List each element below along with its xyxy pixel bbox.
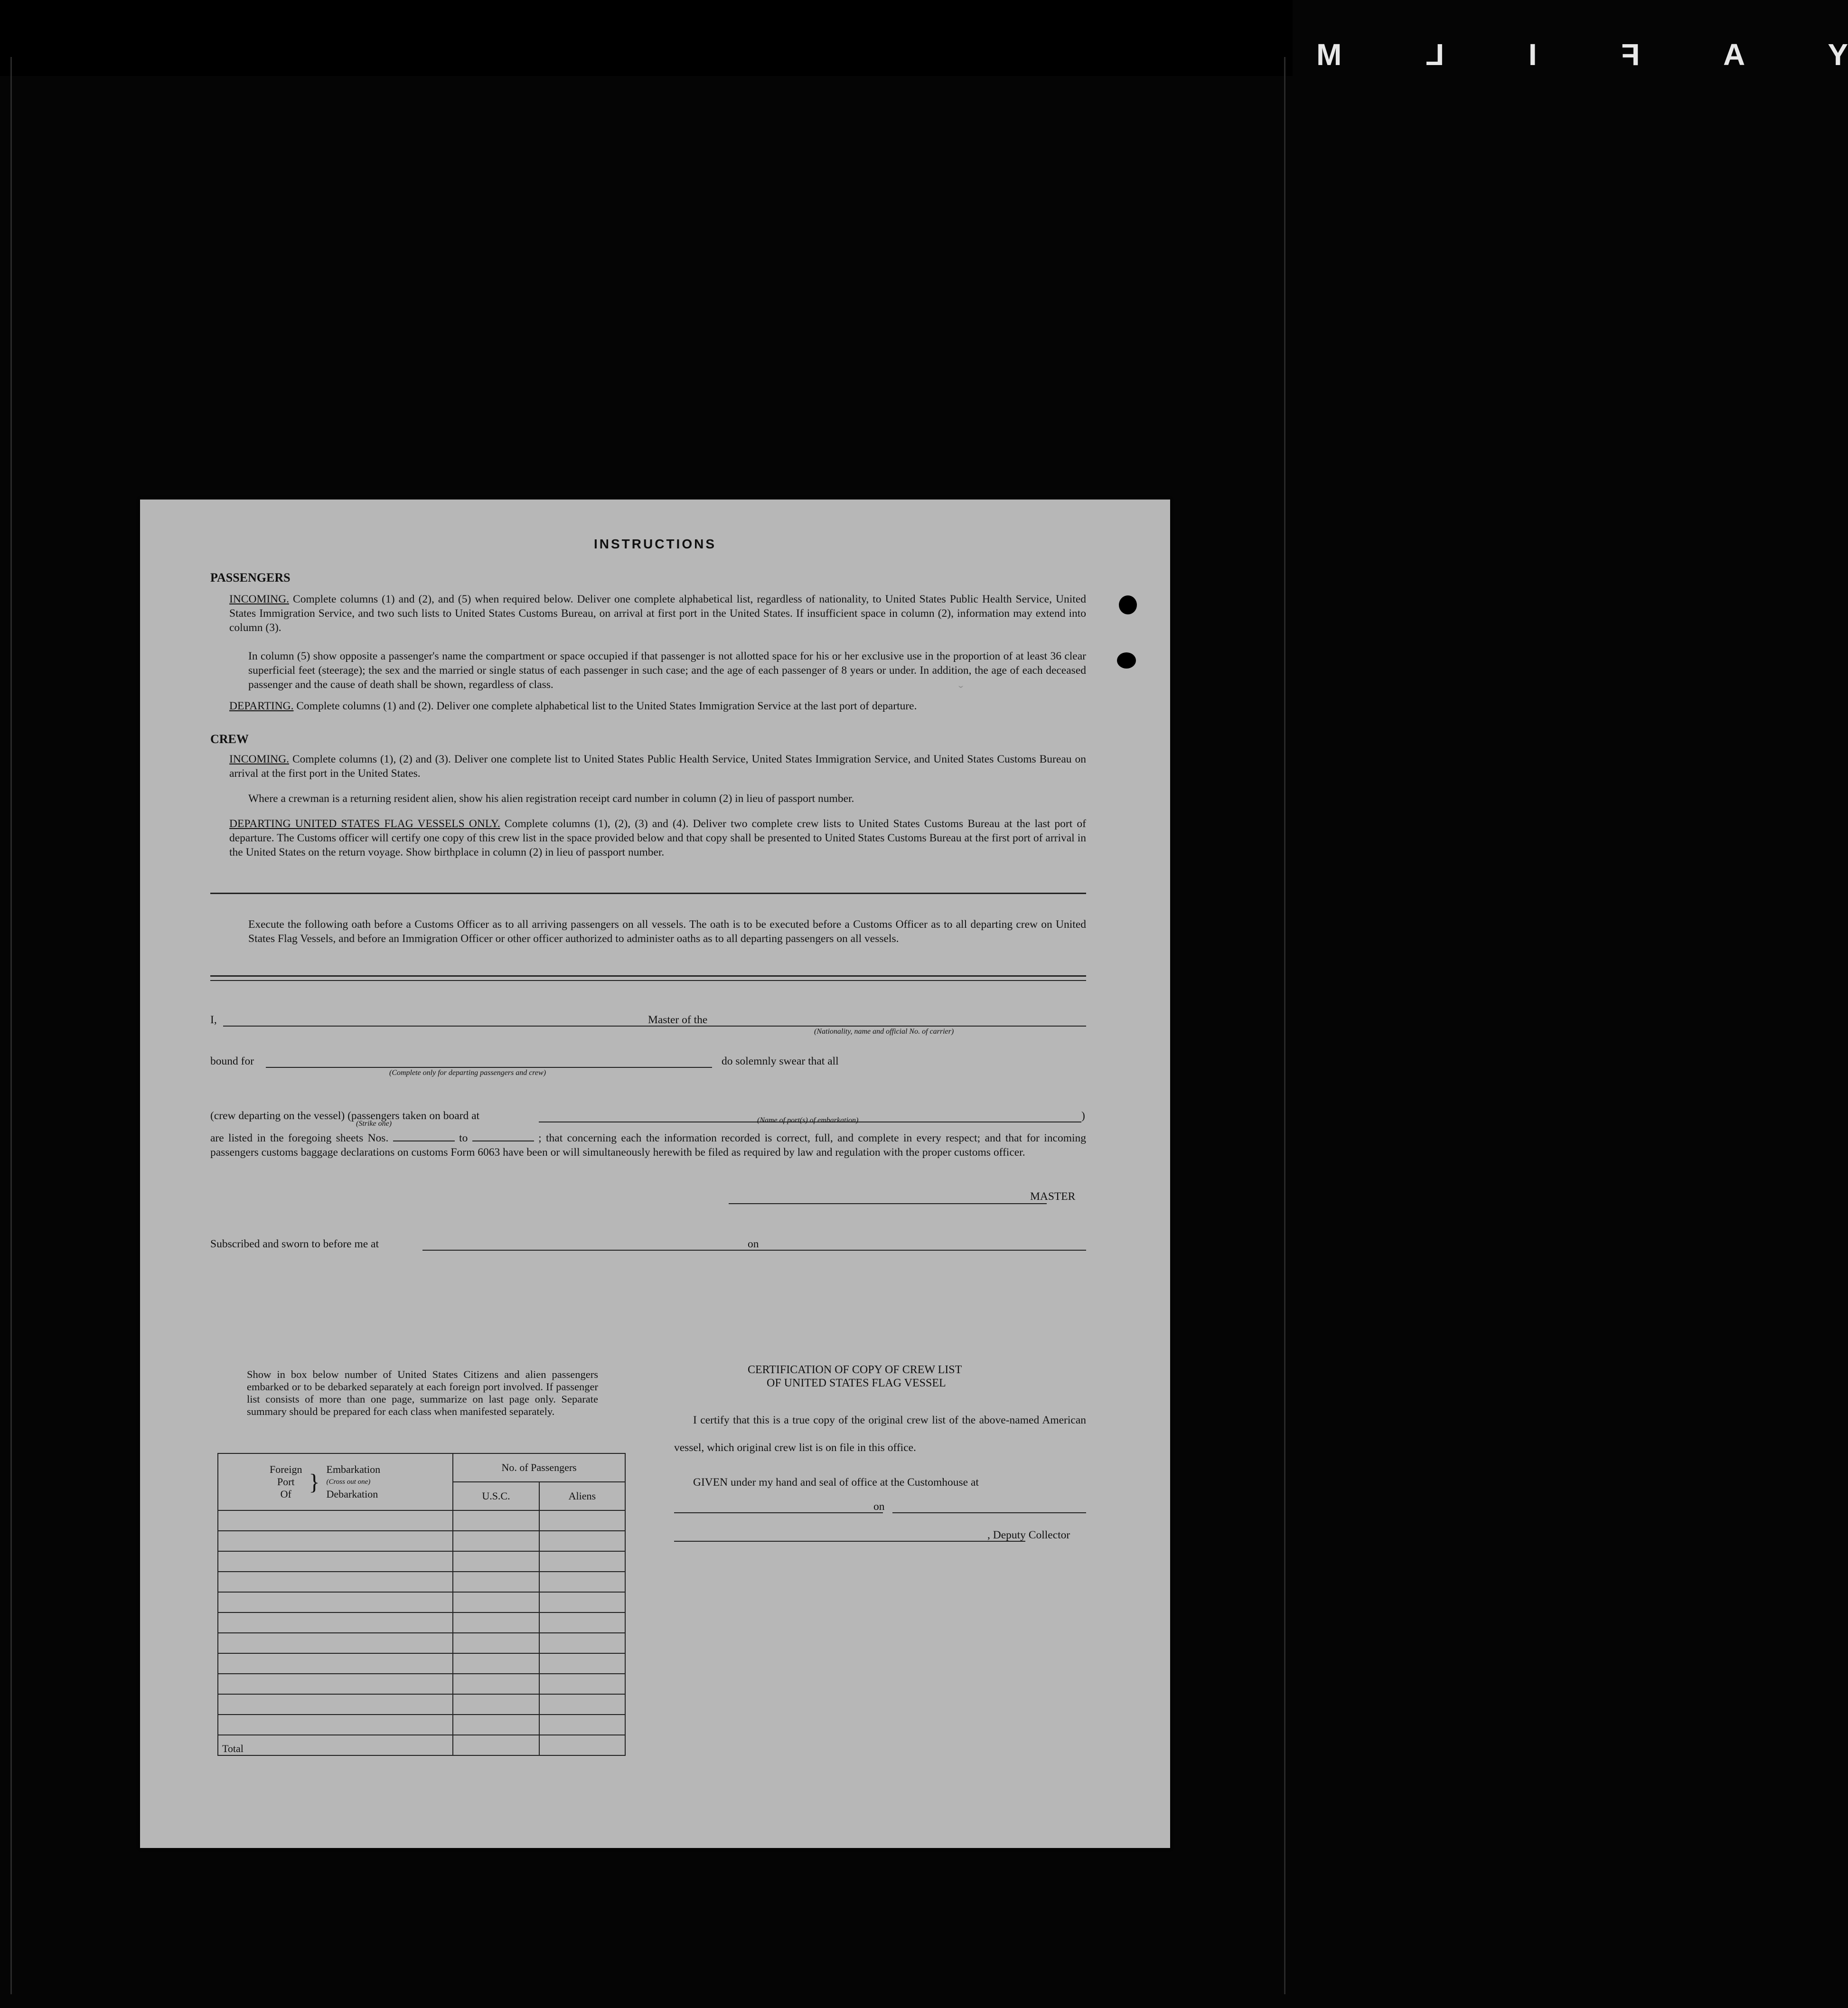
crew-resident-paragraph: Where a crewman is a returning resident alien, show his alien registration receipt card number in column (2) in lieu of passport number. bbox=[248, 792, 854, 805]
subscribed-place-field[interactable] bbox=[422, 1250, 788, 1251]
certification-title-1: CERTIFICATION OF COPY OF CREW LIST bbox=[748, 1364, 962, 1376]
port-cell[interactable] bbox=[218, 1572, 453, 1592]
port-cell[interactable] bbox=[218, 1633, 453, 1653]
usc-cell[interactable] bbox=[453, 1612, 539, 1633]
table-row bbox=[218, 1633, 625, 1653]
aliens-cell[interactable] bbox=[539, 1674, 625, 1694]
usc-cell[interactable] bbox=[453, 1572, 539, 1592]
carrier-caption: (Nationality, name and official No. of carrier) bbox=[814, 1028, 954, 1036]
aliens-cell[interactable] bbox=[539, 1612, 625, 1633]
divider-top bbox=[210, 893, 1086, 894]
departing-text: Complete columns (1) and (2). Deliver one complete alphabetical list to the United States Immigration Service at the last port of departure. bbox=[296, 700, 917, 712]
flag-vessels-label: DEPARTING UNITED STATES FLAG VESSELS ONLY. bbox=[229, 818, 500, 830]
table-row bbox=[218, 1674, 625, 1694]
incoming-text: Complete columns (1) and (2), and (5) when required below. Deliver one complete alphabetical list, regardless of nationality, to United States Public Health Service, United States Immigration Service, and two such lists to United States Customs Bureau, on arrival at first port in the United States. If insufficient space in column (2), information may extend into column (3). bbox=[229, 593, 1086, 634]
customhouse-field[interactable] bbox=[674, 1512, 883, 1513]
port-cell[interactable] bbox=[218, 1510, 453, 1531]
aliens-cell[interactable] bbox=[539, 1551, 625, 1572]
table-row bbox=[218, 1551, 625, 1572]
sheets-to-label: to bbox=[459, 1132, 468, 1144]
crew-heading: CREW bbox=[210, 732, 249, 746]
bound-for-caption: (Complete only for departing passengers and crew) bbox=[389, 1069, 546, 1077]
film-label: Y A F I L M bbox=[1278, 38, 1848, 72]
instructions-title: INSTRUCTIONS bbox=[594, 537, 716, 551]
crew-incoming-paragraph bbox=[229, 752, 1086, 781]
aliens-cell[interactable] bbox=[539, 1694, 625, 1715]
embarkation-label: Embarkation bbox=[326, 1463, 381, 1475]
table-row bbox=[218, 1531, 625, 1551]
departing-label: DEPARTING. bbox=[229, 700, 294, 712]
usc-cell[interactable] bbox=[453, 1674, 539, 1694]
total-label: Total bbox=[218, 1735, 453, 1755]
carrier-field[interactable] bbox=[722, 1026, 1086, 1027]
bound-for-label: bound for bbox=[210, 1055, 254, 1067]
document-page bbox=[140, 500, 1170, 1848]
table-row bbox=[218, 1694, 625, 1715]
port-cell[interactable] bbox=[218, 1715, 453, 1735]
deputy-signature-field[interactable] bbox=[674, 1541, 1025, 1542]
brace-glyph: } bbox=[309, 1469, 320, 1495]
punch-hole-top bbox=[1119, 595, 1137, 614]
crew-incoming-text: Complete columns (1), (2) and (3). Deliver one complete list to United States Public Health Service, United States Immigration Service, and United States Customs Bureau on arrival at the first port in the United States. bbox=[229, 753, 1086, 780]
usc-cell[interactable] bbox=[453, 1653, 539, 1674]
master-label: MASTER bbox=[1030, 1190, 1076, 1203]
aliens-cell[interactable] bbox=[539, 1510, 625, 1531]
aliens-cell[interactable] bbox=[539, 1531, 625, 1551]
table-row bbox=[218, 1510, 625, 1531]
close-paren: ) bbox=[1081, 1110, 1085, 1122]
certification-date-field[interactable] bbox=[892, 1512, 1086, 1513]
sheets-paragraph bbox=[210, 1131, 1086, 1160]
usc-cell[interactable] bbox=[453, 1694, 539, 1715]
port-cell[interactable] bbox=[218, 1674, 453, 1694]
crew-departing-text: (crew departing on the vessel) (passengers taken on board at bbox=[210, 1110, 480, 1122]
crew-incoming-label: INCOMING. bbox=[229, 753, 289, 765]
table-row bbox=[218, 1653, 625, 1674]
oath-instructions: Execute the following oath before a Customs Officer as to all arriving passengers on all vessels. The oath is to be executed before a Customs Officer as to all departing crew on United States Flag Vessels, and before an Immigration Officer or other officer authorized to administer oaths as to all departing passengers on all vessels. bbox=[248, 918, 1086, 945]
total-row bbox=[218, 1735, 625, 1755]
port-cell[interactable] bbox=[218, 1694, 453, 1715]
bleed-through-text: ˇ bbox=[957, 685, 966, 701]
aliens-cell[interactable] bbox=[539, 1653, 625, 1674]
port-word: Port bbox=[277, 1476, 295, 1488]
column5-paragraph: In column (5) show opposite a passenger's name the compartment or space occupied if that passenger is not allotted space for his or her exclusive use in the proportion of at least 36 clear superficial feet (steerage); the sex and the married or single status of each passenger in such case; and the age of each passenger of 8 years or under. In addition, the age of each deceased passenger and the cause of death shall be shown, regardless of class. bbox=[248, 650, 1086, 691]
sheets-text-2: ; that concerning each the information recorded is correct, full, and complete in every respect; and that for incoming passengers customs baggage declarations on customs Form 6063 have been or will simultaneously herewith be filed as required by law and regulation with the proper customs officer. bbox=[210, 1132, 1087, 1159]
master-signature-field[interactable] bbox=[729, 1203, 1047, 1204]
port-cell[interactable] bbox=[218, 1592, 453, 1612]
deputy-collector-label: , Deputy Collector bbox=[987, 1529, 1070, 1541]
passengers-heading: PASSENGERS bbox=[210, 571, 291, 584]
subscribed-text: Subscribed and sworn to before me at bbox=[210, 1238, 379, 1250]
divider-oath bbox=[210, 975, 1086, 977]
cross-out-caption: (Cross out one) bbox=[326, 1478, 371, 1486]
divider-oath-thin bbox=[210, 980, 1086, 981]
summary-box-instructions: Show in box below number of United States Citizens and alien passengers embarked or to be debarked separately at each foreign port involved. If passenger list consists of more than one page, summarize on last page only. Separate summary should be prepared for each class when manifested separately. bbox=[247, 1368, 598, 1417]
table-row bbox=[218, 1572, 625, 1592]
passenger-summary-table bbox=[217, 1453, 626, 1756]
subscribed-on-label: on bbox=[748, 1238, 759, 1250]
usc-cell[interactable] bbox=[453, 1715, 539, 1735]
table-row bbox=[218, 1592, 625, 1612]
foreign-port-header bbox=[218, 1453, 453, 1510]
total-usc-cell[interactable] bbox=[453, 1735, 539, 1755]
oath-i-label: I, bbox=[210, 1014, 217, 1026]
incoming-paragraph bbox=[229, 592, 1086, 635]
port-cell[interactable] bbox=[218, 1531, 453, 1551]
certification-given: GIVEN under my hand and seal of office at the Customhouse at bbox=[693, 1476, 979, 1489]
punch-hole-bottom bbox=[1117, 652, 1136, 669]
aliens-cell[interactable] bbox=[539, 1715, 625, 1735]
aliens-header: Aliens bbox=[539, 1482, 625, 1510]
debarkation-label: Debarkation bbox=[326, 1488, 378, 1500]
sheets-text-1: are listed in the foregoing sheets Nos. bbox=[210, 1132, 389, 1144]
of-word: Of bbox=[280, 1488, 291, 1500]
port-cell[interactable] bbox=[218, 1653, 453, 1674]
incoming-label: INCOMING. bbox=[229, 593, 289, 605]
port-cell[interactable] bbox=[218, 1612, 453, 1633]
usc-cell[interactable] bbox=[453, 1510, 539, 1531]
flag-vessels-text: Complete columns (1), (2), (3) and (4). Deliver two complete crew lists to United States Customs Bureau at the last port of departure. The Customs officer will certify one copy of this crew list in the space provided below and that copy shall be presented to United States Customs Bureau at the first port of arrival in the United States on the return voyage. Show birthplace in column (2) in lieu of passport number. bbox=[229, 818, 1086, 858]
usc-cell[interactable] bbox=[453, 1592, 539, 1612]
aliens-cell[interactable] bbox=[539, 1633, 625, 1653]
strike-caption: (Strike one) bbox=[356, 1120, 392, 1128]
port-cell[interactable] bbox=[218, 1551, 453, 1572]
summary-header-row bbox=[218, 1453, 625, 1482]
bound-for-field[interactable] bbox=[266, 1067, 712, 1068]
certification-title-2: OF UNITED STATES FLAG VESSEL bbox=[767, 1377, 946, 1389]
certification-on-label: on bbox=[873, 1500, 885, 1513]
usc-header: U.S.C. bbox=[453, 1482, 539, 1510]
subscribed-date-field[interactable] bbox=[764, 1250, 1086, 1251]
ports-caption: (Name of port(s) of embarkation) bbox=[757, 1116, 859, 1124]
departing-paragraph bbox=[229, 699, 1086, 713]
master-of-label: Master of the bbox=[648, 1014, 708, 1026]
aliens-cell[interactable] bbox=[539, 1572, 625, 1592]
table-row bbox=[218, 1715, 625, 1735]
aliens-cell[interactable] bbox=[539, 1592, 625, 1612]
usc-cell[interactable] bbox=[453, 1531, 539, 1551]
table-row bbox=[218, 1612, 625, 1633]
usc-cell[interactable] bbox=[453, 1633, 539, 1653]
foreign-word: Foreign bbox=[270, 1463, 302, 1475]
certification-text: I certify that this is a true copy of the original crew list of the above-named American vessel, which original crew list is on file in this office. bbox=[674, 1414, 1086, 1454]
swear-text: do solemnly swear that all bbox=[722, 1055, 839, 1067]
flag-vessels-paragraph bbox=[229, 817, 1086, 859]
usc-cell[interactable] bbox=[453, 1551, 539, 1572]
no-passengers-header: No. of Passengers bbox=[453, 1453, 625, 1482]
total-aliens-cell[interactable] bbox=[539, 1735, 625, 1755]
